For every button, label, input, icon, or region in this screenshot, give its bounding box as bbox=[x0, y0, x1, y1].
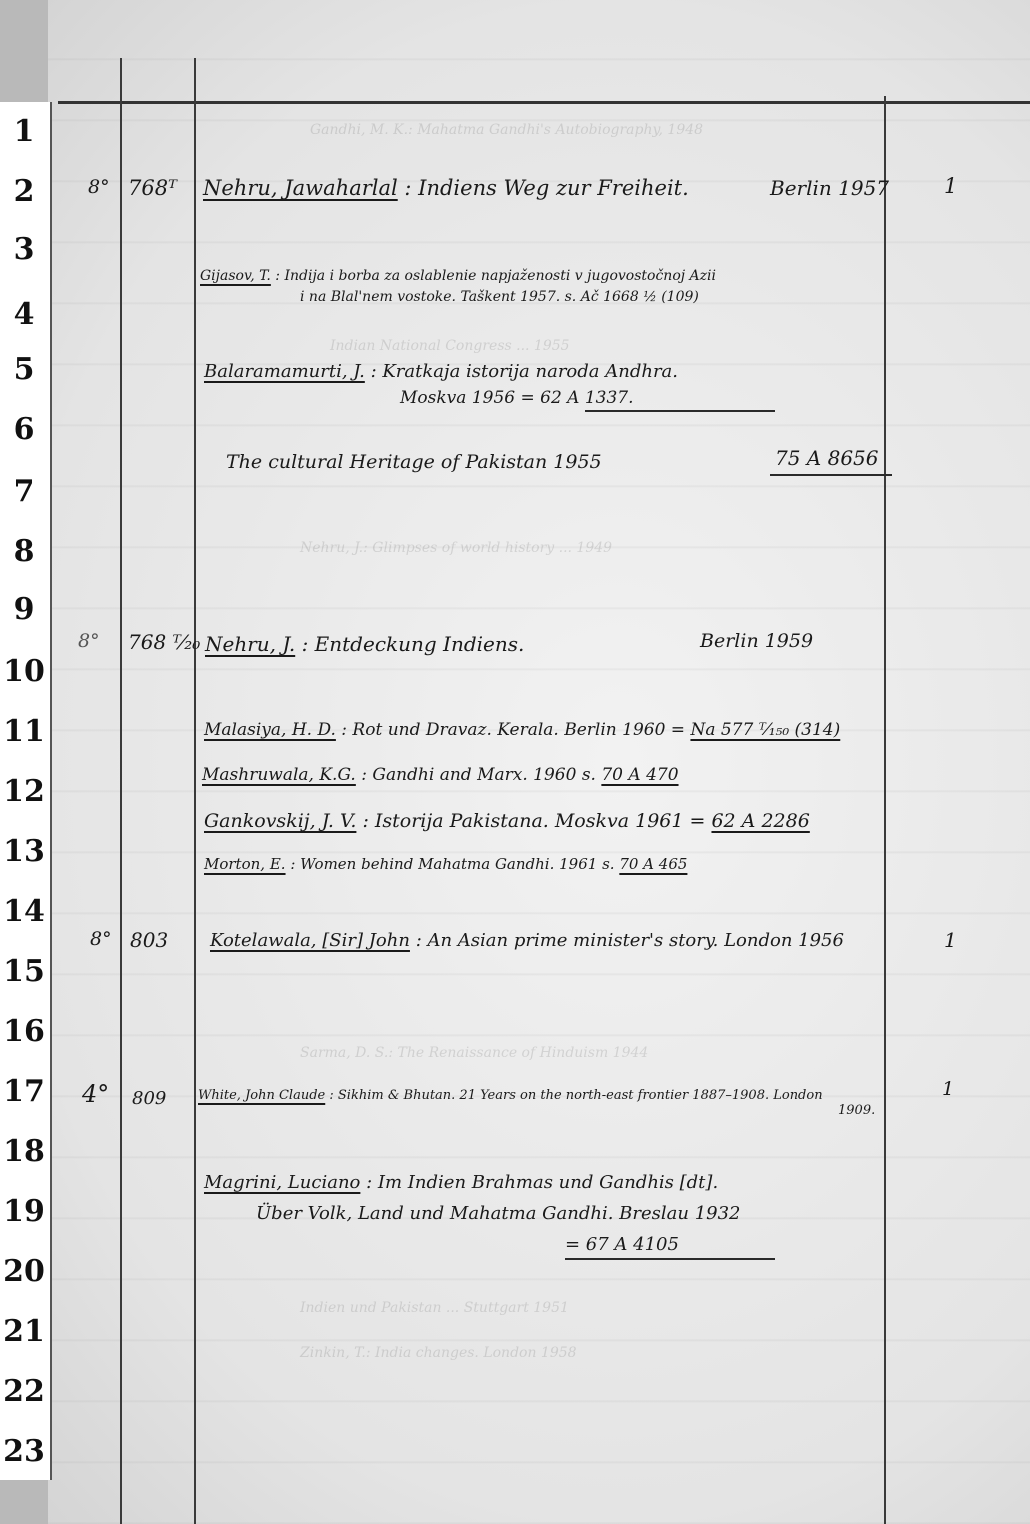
entry-format: 4° bbox=[82, 1080, 110, 1108]
callno-underline bbox=[585, 410, 775, 412]
entry-place-year: Berlin 1959 bbox=[700, 630, 814, 652]
entry-author: Gijasov, T. bbox=[200, 268, 271, 284]
line-number: 5 bbox=[13, 352, 35, 387]
line-number: 8 bbox=[13, 534, 35, 569]
catalog-entry-line bbox=[204, 361, 678, 382]
line-number: 21 bbox=[3, 1314, 45, 1349]
entry-text: The cultural Heritage of Pakistan 1955 bbox=[226, 451, 602, 473]
line-number: 2 bbox=[13, 174, 35, 209]
catalog-entry-line bbox=[204, 720, 840, 740]
line-number: 23 bbox=[3, 1434, 45, 1469]
bleed-through-text: Zinkin, T.: India changes. London 1958 bbox=[300, 1345, 577, 1361]
entry-format: 8° bbox=[90, 928, 112, 950]
catalog-entry-line bbox=[200, 268, 716, 284]
entry-count: 1 bbox=[944, 174, 958, 198]
callno-underline bbox=[770, 474, 892, 476]
catalog-entry-line bbox=[204, 1172, 718, 1193]
callno-underline bbox=[565, 1258, 775, 1260]
entry-count: 1 bbox=[944, 928, 957, 952]
entry-place-year: Berlin 1957 bbox=[770, 176, 890, 200]
entry-year: 1909. bbox=[838, 1103, 876, 1118]
entry-text: : Im Indien Brahmas und Gandhis [dt]. bbox=[366, 1172, 719, 1193]
line-number: 15 bbox=[3, 954, 45, 989]
entry-author: Kotelawala, [Sir] John bbox=[210, 930, 410, 951]
entry-callno: 70 A 470 bbox=[601, 765, 679, 785]
column-rule-count bbox=[884, 96, 886, 1524]
column-rule-format bbox=[120, 58, 122, 1524]
entry-title: : An Asian prime minister's story. London 1956 bbox=[415, 930, 844, 951]
bleed-through-text: Indian National Congress ... 1955 bbox=[330, 338, 570, 354]
entry-author: White, John Claude bbox=[198, 1088, 326, 1103]
catalog-entry-line bbox=[210, 930, 844, 951]
bleed-through-text: Sarma, D. S.: The Renaissance of Hinduism 1944 bbox=[300, 1045, 649, 1061]
bleed-through-text: Indien und Pakistan ... Stuttgart 1951 bbox=[300, 1300, 569, 1316]
entry-number: 768ᵀ bbox=[128, 176, 177, 200]
entry-text: : Women behind Mahatma Gandhi. 1961 s. bbox=[290, 855, 615, 873]
line-number-strip bbox=[0, 102, 52, 1480]
line-number: 20 bbox=[3, 1254, 45, 1289]
entry-author: Mashruwala, K.G. bbox=[202, 765, 356, 785]
line-number: 4 bbox=[13, 297, 35, 332]
line-number: 13 bbox=[3, 834, 45, 869]
entry-format: 8° bbox=[78, 630, 100, 652]
catalog-entry-line bbox=[203, 176, 689, 200]
entry-title: : Entdeckung Indiens. bbox=[301, 632, 525, 656]
entry-author: Nehru, Jawaharlal bbox=[203, 176, 398, 200]
line-number: 7 bbox=[13, 474, 35, 509]
catalog-entry-line bbox=[204, 810, 810, 832]
entry-callno: Na 577 ᵀ⁄₁₅₀ (314) bbox=[690, 720, 841, 740]
entry-author: Gankovskij, J. V. bbox=[204, 810, 357, 832]
column-rule-number bbox=[194, 58, 196, 1524]
entry-text: : Kratkaja istorija naroda Andhra. bbox=[370, 361, 679, 382]
entry-text: : Istorija Pakistana. Moskva 1961 = bbox=[362, 810, 706, 832]
line-number: 11 bbox=[3, 714, 45, 749]
bleed-through-text: Nehru, J.: Glimpses of world history ... 1949 bbox=[300, 540, 613, 556]
entry-number: 768 ᵀ⁄₂₀ bbox=[128, 630, 201, 654]
line-number: 22 bbox=[3, 1374, 45, 1409]
line-number: 6 bbox=[13, 412, 35, 447]
scan-margin-bottom bbox=[0, 1480, 48, 1524]
entry-text-continuation: Über Volk, Land und Mahatma Gandhi. Breslau 1932 bbox=[256, 1203, 741, 1224]
catalog-entry-line bbox=[204, 855, 687, 873]
entry-callno: 70 A 465 bbox=[619, 855, 688, 873]
entry-text-continuation: Moskva 1956 = 62 A 1337. bbox=[400, 388, 634, 408]
catalog-entry-line bbox=[202, 765, 679, 785]
line-number: 9 bbox=[13, 592, 35, 627]
entry-author: Magrini, Luciano bbox=[204, 1172, 361, 1193]
scan-margin-top bbox=[0, 0, 48, 102]
entry-text-continuation: i na Blal'nem vostoke. Taškent 1957. s. Ač 1668 ½ (109) bbox=[300, 289, 699, 305]
line-number: 3 bbox=[13, 232, 35, 267]
line-number: 14 bbox=[3, 894, 45, 929]
entry-author: Morton, E. bbox=[204, 855, 286, 873]
entry-callno: 62 A 2286 bbox=[711, 810, 810, 832]
entry-author: Nehru, J. bbox=[205, 632, 296, 656]
entry-author: Malasiya, H. D. bbox=[204, 720, 336, 740]
entry-number: 803 bbox=[130, 928, 169, 952]
entry-author: Balaramamurti, J. bbox=[204, 361, 365, 382]
entry-title: : Sikhim & Bhutan. 21 Years on the north-east frontier 1887–1908. London bbox=[329, 1088, 823, 1103]
entry-callno: 75 A 8656 bbox=[775, 446, 879, 470]
bleed-through-text: Gandhi, M. K.: Mahatma Gandhi's Autobiography, 1948 bbox=[310, 122, 704, 138]
line-number: 12 bbox=[3, 774, 45, 809]
catalog-entry-line bbox=[198, 1088, 823, 1103]
catalog-entry-line bbox=[205, 632, 524, 656]
entry-text: : Rot und Dravaz. Kerala. Berlin 1960 = bbox=[341, 720, 686, 740]
line-number: 1 bbox=[13, 114, 35, 149]
entry-number: 809 bbox=[132, 1088, 167, 1109]
line-number: 18 bbox=[3, 1134, 45, 1169]
entry-text: : Gandhi and Marx. 1960 s. bbox=[361, 765, 596, 785]
entry-format: 8° bbox=[88, 176, 110, 198]
line-number: 16 bbox=[3, 1014, 45, 1049]
entry-text: : Indija i borba za oslablenie napjaženosti v jugovostočnoj Azii bbox=[275, 268, 716, 284]
entry-count: 1 bbox=[942, 1078, 955, 1100]
entry-callno: = 67 A 4105 bbox=[565, 1234, 679, 1255]
entry-title: : Indiens Weg zur Freiheit. bbox=[404, 176, 689, 200]
line-number: 19 bbox=[3, 1194, 45, 1229]
line-number: 10 bbox=[3, 654, 45, 689]
line-number: 17 bbox=[3, 1074, 45, 1109]
